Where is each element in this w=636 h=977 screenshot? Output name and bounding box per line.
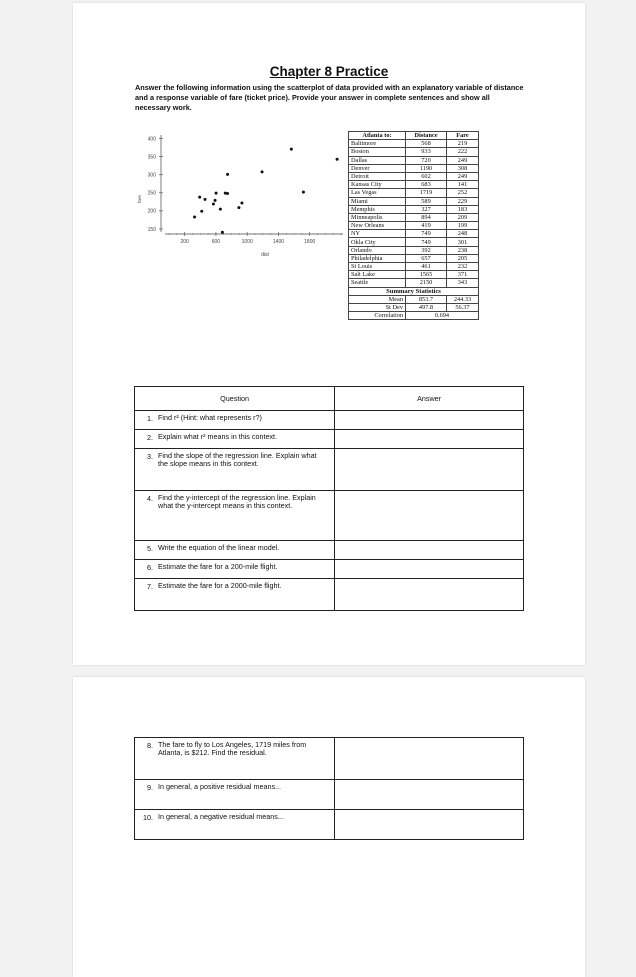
cell-distance: 602 bbox=[406, 172, 447, 180]
question-text: Find the slope of the regression line. Explain what the slope means in this context. bbox=[158, 451, 317, 469]
table-row bbox=[349, 197, 479, 205]
question-cell bbox=[135, 560, 335, 579]
question-number: 8. bbox=[147, 741, 153, 750]
summary-title-row bbox=[349, 287, 479, 295]
question-text: Estimate the fare for a 2000-mile flight. bbox=[158, 581, 282, 590]
cell-city: St Louis bbox=[349, 263, 406, 271]
y-tick-label: 350 bbox=[147, 154, 156, 161]
table-row bbox=[349, 213, 479, 221]
cell-city: Detroit bbox=[349, 172, 406, 180]
data-point bbox=[237, 206, 240, 209]
cell-fare: 232 bbox=[447, 263, 479, 271]
answer-cell[interactable] bbox=[335, 491, 524, 541]
cell-distance: 2150 bbox=[406, 279, 447, 287]
cell-distance: 720 bbox=[406, 156, 447, 164]
cell-city: Philadelphia bbox=[349, 254, 406, 262]
question-cell bbox=[135, 780, 335, 810]
y-tick-label: 400 bbox=[147, 136, 156, 143]
cell-distance: 419 bbox=[406, 222, 447, 230]
question-table-1 bbox=[134, 386, 524, 611]
question-row bbox=[135, 579, 524, 611]
answer-cell[interactable] bbox=[335, 541, 524, 560]
cell-city: Seattle bbox=[349, 279, 406, 287]
cell-city: Baltimore bbox=[349, 140, 406, 148]
question-number: 10. bbox=[143, 813, 153, 822]
correlation-label: Correlation bbox=[349, 312, 406, 320]
cell-fare: 248 bbox=[447, 230, 479, 238]
data-point bbox=[226, 192, 229, 195]
data-table-header bbox=[349, 132, 479, 140]
cell-distance: 894 bbox=[406, 213, 447, 221]
cell-city: Orlando bbox=[349, 246, 406, 254]
data-point bbox=[240, 201, 243, 204]
table-row bbox=[349, 246, 479, 254]
cell-fare: 222 bbox=[447, 148, 479, 156]
cell-city: Okla City bbox=[349, 238, 406, 246]
cell-city: Miami bbox=[349, 197, 406, 205]
question-table-2 bbox=[134, 737, 524, 840]
page-title: Chapter 8 Practice bbox=[269, 64, 389, 79]
question-text: Estimate the fare for a 200-mile flight. bbox=[158, 562, 278, 571]
data-point bbox=[336, 158, 339, 161]
data-point bbox=[215, 192, 218, 195]
cell-fare: 249 bbox=[447, 172, 479, 180]
table-row bbox=[349, 189, 479, 197]
sd-label: St Dev bbox=[349, 303, 406, 311]
cell-fare: 252 bbox=[447, 189, 479, 197]
table-row bbox=[349, 164, 479, 172]
x-tick-label: 1000 bbox=[241, 239, 253, 245]
cell-fare: 371 bbox=[447, 271, 479, 279]
question-text: Write the equation of the linear model. bbox=[158, 543, 280, 552]
cell-city: Las Vegas bbox=[349, 189, 406, 197]
table-row bbox=[349, 271, 479, 279]
question-row bbox=[135, 541, 524, 560]
data-point bbox=[200, 210, 203, 213]
mean-distance: 853.7 bbox=[406, 295, 447, 303]
y-tick-label: 250 bbox=[147, 190, 156, 197]
table-row bbox=[349, 148, 479, 156]
cell-fare: 301 bbox=[447, 238, 479, 246]
question-header: Question bbox=[135, 387, 335, 411]
question-text: In general, a positive residual means... bbox=[158, 782, 282, 791]
cell-distance: 749 bbox=[406, 238, 447, 246]
cell-fare: 199 bbox=[447, 222, 479, 230]
cell-fare: 229 bbox=[447, 197, 479, 205]
mean-fare: 244.33 bbox=[447, 295, 479, 303]
question-cell bbox=[135, 430, 335, 449]
data-point bbox=[302, 191, 305, 194]
question-cell bbox=[135, 541, 335, 560]
cell-distance: 461 bbox=[406, 263, 447, 271]
summary-corr-row bbox=[349, 312, 479, 320]
table-row bbox=[349, 279, 479, 287]
data-point bbox=[261, 170, 264, 173]
cell-city: Minneapolis bbox=[349, 213, 406, 221]
question-number: 7. bbox=[147, 582, 153, 591]
answer-cell[interactable] bbox=[335, 738, 524, 780]
answer-cell[interactable] bbox=[335, 780, 524, 810]
answer-header: Answer bbox=[335, 387, 524, 411]
question-number: 2. bbox=[147, 433, 153, 442]
sd-fare: 56.37 bbox=[447, 303, 479, 311]
y-tick-label: 300 bbox=[147, 172, 156, 179]
y-axis-label: fare bbox=[137, 195, 142, 203]
answer-cell[interactable] bbox=[335, 411, 524, 430]
x-tick-label: 1800 bbox=[304, 239, 316, 245]
question-row bbox=[135, 411, 524, 430]
cell-distance: 749 bbox=[406, 230, 447, 238]
sd-distance: 497.8 bbox=[406, 303, 447, 311]
question-number: 5. bbox=[147, 544, 153, 553]
question-number: 3. bbox=[147, 452, 153, 461]
question-row bbox=[135, 810, 524, 840]
cell-distance: 683 bbox=[406, 181, 447, 189]
question-cell bbox=[135, 491, 335, 541]
cell-distance: 1565 bbox=[406, 271, 447, 279]
question-cell bbox=[135, 738, 335, 780]
answer-cell[interactable] bbox=[335, 810, 524, 840]
cell-distance: 392 bbox=[406, 246, 447, 254]
cell-distance: 657 bbox=[406, 254, 447, 262]
cell-distance: 327 bbox=[406, 205, 447, 213]
cell-distance: 568 bbox=[406, 140, 447, 148]
column-header-city: Atlanta to: bbox=[349, 132, 406, 140]
cell-city: Boston bbox=[349, 148, 406, 156]
table-row bbox=[349, 156, 479, 164]
table-row bbox=[349, 140, 479, 148]
x-axis-label: dist bbox=[261, 252, 269, 258]
cell-city: Memphis bbox=[349, 205, 406, 213]
summary-mean-row bbox=[349, 295, 479, 303]
cell-fare: 308 bbox=[447, 164, 479, 172]
cell-city: NY bbox=[349, 230, 406, 238]
question-cell bbox=[135, 449, 335, 491]
data-point bbox=[193, 216, 196, 219]
cell-city: Kansas City bbox=[349, 181, 406, 189]
mean-label: Mean bbox=[349, 295, 406, 303]
data-table bbox=[348, 131, 479, 320]
question-text: Find r² (Hint: what represents r?) bbox=[158, 413, 262, 422]
cell-fare: 249 bbox=[447, 156, 479, 164]
summary-sd-row bbox=[349, 303, 479, 311]
question-row bbox=[135, 738, 524, 780]
question-number: 4. bbox=[147, 494, 153, 503]
question-number: 1. bbox=[147, 414, 153, 423]
cell-distance: 1719 bbox=[406, 189, 447, 197]
data-point bbox=[290, 148, 293, 151]
question-text: The fare to fly to Los Angeles, 1719 miles from Atlanta, is $212. Find the residual. bbox=[158, 740, 307, 758]
question-cell bbox=[135, 579, 335, 611]
answer-cell[interactable] bbox=[335, 579, 524, 611]
data-point bbox=[226, 173, 229, 176]
table-row bbox=[349, 181, 479, 189]
cell-fare: 205 bbox=[447, 254, 479, 262]
question-cell bbox=[135, 411, 335, 430]
cell-city: New Orleans bbox=[349, 222, 406, 230]
table-row bbox=[349, 263, 479, 271]
cell-fare: 209 bbox=[447, 213, 479, 221]
cell-fare: 183 bbox=[447, 205, 479, 213]
y-tick-label: 150 bbox=[147, 226, 156, 233]
x-tick-label: 200 bbox=[180, 239, 189, 245]
table-row bbox=[349, 205, 479, 213]
table-row bbox=[349, 222, 479, 230]
instructions: Answer the following information using the scatterplot of data provided with an explanatory variable of distance and a response variable of fare (ticket price). Provide your answer in complete sentences and show all necessary work. bbox=[135, 83, 524, 112]
data-table-body bbox=[349, 140, 479, 287]
cell-distance: 589 bbox=[406, 197, 447, 205]
cell-distance: 933 bbox=[406, 148, 447, 156]
y-tick-label: 200 bbox=[147, 208, 156, 215]
cell-fare: 141 bbox=[447, 181, 479, 189]
table-row bbox=[349, 230, 479, 238]
data-point bbox=[221, 231, 224, 234]
cell-city: Denver bbox=[349, 164, 406, 172]
correlation-value: 0.694 bbox=[406, 312, 479, 320]
answer-cell[interactable] bbox=[335, 560, 524, 579]
scatterplot bbox=[135, 131, 345, 259]
question-row bbox=[135, 449, 524, 491]
cell-fare: 219 bbox=[447, 140, 479, 148]
question-cell bbox=[135, 810, 335, 840]
x-tick-label: 600 bbox=[211, 239, 221, 245]
cell-distance: 1190 bbox=[406, 164, 447, 172]
question-row bbox=[135, 491, 524, 541]
cell-fare: 238 bbox=[447, 246, 479, 254]
question-row bbox=[135, 560, 524, 579]
question-row bbox=[135, 430, 524, 449]
cell-city: Salt Lake bbox=[349, 271, 406, 279]
column-header-distance: Distance bbox=[406, 132, 447, 140]
question-number: 9. bbox=[147, 783, 153, 792]
data-point bbox=[204, 198, 207, 201]
table-row bbox=[349, 238, 479, 246]
cell-city: Dallas bbox=[349, 156, 406, 164]
question-text: In general, a negative residual means... bbox=[158, 812, 284, 821]
data-point bbox=[198, 196, 201, 199]
x-tick-label: 1400 bbox=[272, 239, 285, 245]
answer-cell[interactable] bbox=[335, 430, 524, 449]
question-text: Find the y-intercept of the regression line. Explain what the y-intercept means in this context. bbox=[158, 493, 316, 511]
column-header-fare: Fare bbox=[447, 132, 479, 140]
question-text: Explain what r² means in this context. bbox=[158, 432, 278, 441]
data-point bbox=[212, 203, 215, 206]
cell-fare: 343 bbox=[447, 279, 479, 287]
question-number: 6. bbox=[147, 563, 153, 572]
question-row bbox=[135, 780, 524, 810]
data-point bbox=[219, 208, 222, 211]
data-point bbox=[214, 199, 217, 202]
answer-cell[interactable] bbox=[335, 449, 524, 491]
page-1 bbox=[73, 3, 585, 665]
table-row bbox=[349, 254, 479, 262]
table-row bbox=[349, 172, 479, 180]
summary-title: Summary Statistics bbox=[349, 287, 479, 295]
page-2 bbox=[73, 677, 585, 977]
